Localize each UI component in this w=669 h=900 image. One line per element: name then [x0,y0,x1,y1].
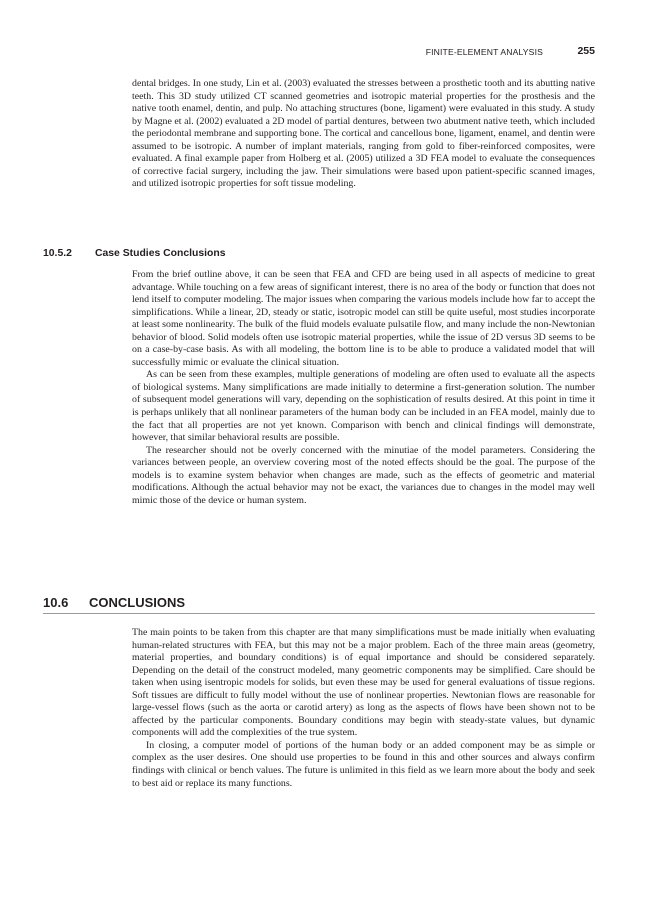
subsection-text [132,269,595,507]
section-divider [43,613,595,614]
subsection-number: 10.5.2 [43,248,72,259]
paragraph: In closing, a computer model of portions of the human body or an added component may be as simple or complex as the user desires. One should use properties to be found in this and other sources and always confirm findings with clinical or bench values. The future is unlimited in this field as we learn more about the body and seek to best aid or replace its many functions. [132,739,595,789]
intro-text [132,78,595,191]
section-title: CONCLUSIONS [89,595,186,610]
conclusions-text [132,627,595,790]
page-header [132,45,595,59]
paragraph: From the brief outline above, it can be seen that FEA and CFD are being used in all aspects of medicine to great advantage. While touching on a few areas of significant interest, there is no area of the body or function that does not lend itself to computer modeling. The major issues when comparing the various models include how far to accept the simplifications. While a linear, 2D, steady or static, isotropic model can still be quite useful, most studies incorporate at least some nonlinearity. The bulk of the fluid models evaluate pulsatile flow, and many include the non-Newtonian behavior of blood. Solid models often use isotropic material properties, while the issue of 2D versus 3D seems to be on a case-by-case basis. As with all modeling, the bottom line is to be able to produce a validated model that will successfully mimic or evaluate the clinical situation. [132,269,595,368]
paragraph: The researcher should not be overly concerned with the minutiae of the model parameters. Considering the variances between people, an overview covering most of the noted effects should be the goal. The purpose of the models is to examine system behavior when changes are made, such as the effects of geometric and material modifications. Although the actual behavior may not be exact, the variances due to changes in the model may well mimic those of the device or human system. [132,444,595,506]
page-number: 255 [577,45,595,57]
subsection-title: Case Studies Conclusions [95,248,226,259]
subsection-heading [43,248,226,259]
running-title: FINITE-ELEMENT ANALYSIS [425,47,543,57]
paragraph: As can be seen from these examples, multiple generations of modeling are often used to evaluate all the aspects of biological systems. Many simplifications are made initially to determine a first-generation solution. The number of subsequent model generations will vary, depending on the sophistication of results desired. At this point in time it is perhaps unlikely that all nonlinear parameters of the human body can be included in an FEA model, mainly due to the fact that all properties are not yet known. Comparison with bench and clinical findings will demonstrate, however, that similar behavioral results are possible. [132,369,595,444]
section-heading [43,595,185,610]
paragraph: The main points to be taken from this chapter are that many simplifications must be made initially when evaluating human-related structures with FEA, but this may not be a major problem. Each of the three main areas (geometry, material properties, and boundary conditions) is of equal importance and should be considered separately. Depending on the detail of the construct modeled, many geometric components may be simplified. Care should be taken when using isentropic models for solids, but even these may be used for general evaluations of tissue regions. Soft tissues are difficult to fully model without the use of nonlinear properties. Newtonian flows are reasonable for large-vessel flows (such as the aorta or carotid artery) as long as the aspects of flows have been shown not to be affected by the particular components. Boundary conditions may begin with steady-state values, but dynamic components will add the complexities of the true system. [132,627,595,739]
section-number: 10.6 [43,595,69,610]
paragraph: dental bridges. In one study, Lin et al. (2003) evaluated the stresses between a prosthetic tooth and its abutting native teeth. This 3D study utilized CT scanned geometries and isotropic material properties for the prosthesis and the native tooth enamel, dentin, and pulp. No attaching structures (bone, ligament) were evaluated in this study. A study by Magne et al. (2002) evaluated a 2D model of partial dentures, between two abutment native teeth, which included the periodontal membrane and supporting bone. The cortical and cancellous bone, ligament, enamel, and dentin were assumed to be isotropic. A number of implant materials, ranging from gold to fiber-reinforced composites, were evaluated. A final example paper from Holberg et al. (2005) utilized a 3D FEA model to evaluate the consequences of corrective facial surgery, including the jaw. Their simulations were based upon patient-specific scanned images, and utilized isotropic properties for soft tissue modeling. [132,78,595,190]
